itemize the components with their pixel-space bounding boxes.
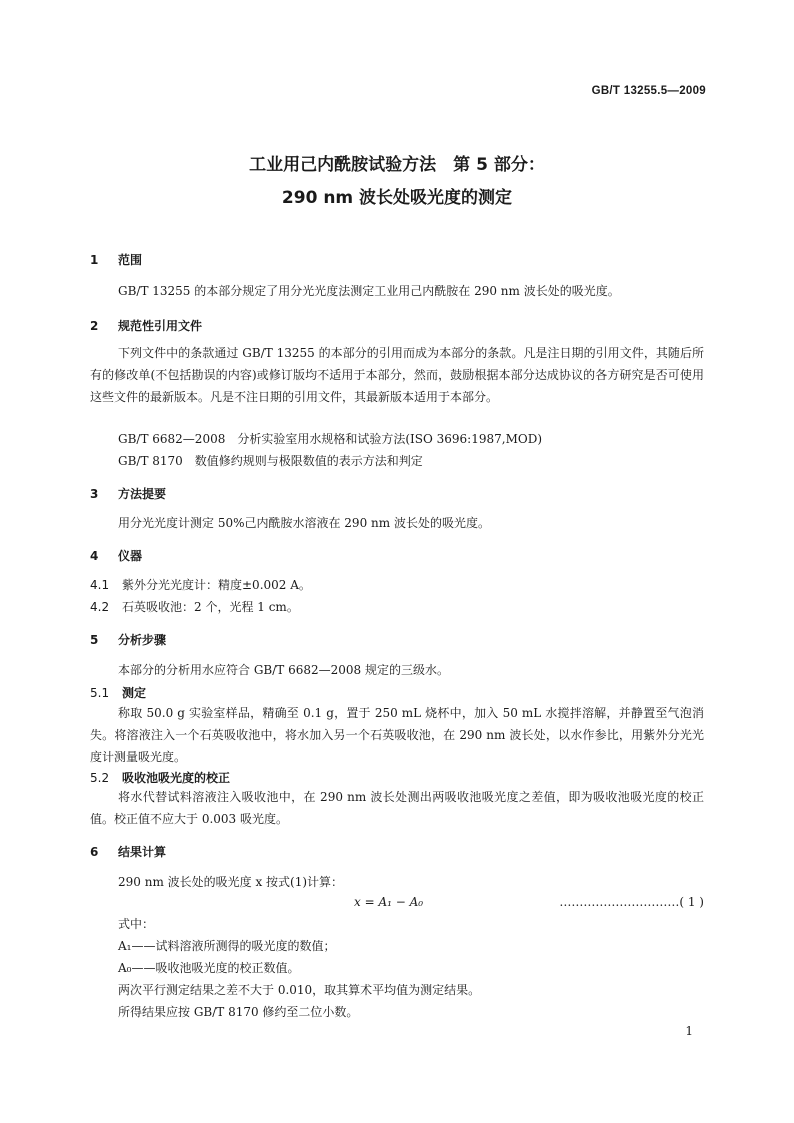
item-text: 紫外分光光度计：精度±0.002 A。: [122, 578, 311, 592]
subsection-title: 测定: [122, 686, 147, 700]
reference-gbt-6682: GB/T 6682—2008 分析实验室用水规格和试验方法(ISO 3696:1987,MOD): [118, 432, 543, 446]
section-6-heading: [90, 843, 166, 860]
subsection-number: 5.2: [90, 771, 110, 785]
section-4-heading: [90, 547, 142, 564]
section-3-heading: [90, 485, 166, 502]
item-number: 4.1: [90, 578, 110, 592]
document-title-line1: 工业用己内酰胺试验方法 第 5 部分：: [249, 155, 545, 175]
section-5-text: 本部分的分析用水应符合 GB/T 6682—2008 规定的三级水。: [118, 663, 449, 677]
item-4-2: [90, 598, 299, 615]
section-5-heading: [90, 631, 166, 648]
equation-number: [559, 895, 704, 909]
section-title: 方法提要: [118, 487, 167, 501]
where-label: 式中：: [118, 917, 155, 931]
section-1-text: GB/T 13255 的本部分规定了用分光光度法测定工业用己内酰胺在 290 nm 波长处的吸光度。: [118, 284, 620, 298]
section-3-text: 用分光光度计测定 50%己内酰胺水溶液在 290 nm 波长处的吸光度。: [118, 516, 490, 530]
equation-leader-dots: …………………………: [559, 895, 680, 909]
subsection-number: 5.1: [90, 686, 110, 700]
document-title-line2: 290 nm 波长处吸光度的测定: [281, 188, 513, 208]
equation-label: ( 1 ): [679, 895, 704, 909]
page-number: 1: [685, 1024, 693, 1038]
section-title: 规范性引用文件: [118, 319, 203, 333]
section-2-paragraph: 下列文件中的条款通过 GB/T 13255 的本部分的引用而成为本部分的条款。凡是注日期的引用文件，其随后所有的修改单(不包括勘误的内容)或修订版均不适用于本部分，然而，鼓励根据本部分达成协议的各方研究是否可使用这些文件的最新版本。凡是不注日期的引用文件，其最新版本适用于本部分。: [90, 346, 704, 404]
subsection-5-2-text: 将水代替试料溶液注入吸收池中，在 290 nm 波长处测出两吸收池吸光度之差值，即为吸收池吸光度的校正值。校正值不应大于 0.003 吸光度。: [90, 790, 704, 826]
subsection-title: 吸收池吸光度的校正: [122, 771, 231, 785]
standard-code: GB/T 13255.5—2009: [591, 85, 706, 97]
subsection-5-1-text: 称取 50.0 g 实验室样品，精确至 0.1 g，置于 250 mL 烧杯中，加入 50 mL 水搅拌溶解，并静置至气泡消失。将溶液注入一个石英吸收池中，将水加入另一个石英吸收池，在 290 nm 波长处，以水作参比，用紫外分光光度计测量吸光度。: [90, 706, 704, 764]
section-number: 4: [90, 549, 99, 563]
definition-a1: A₁——试料溶液所测得的吸光度的数值；: [118, 939, 336, 953]
section-1-heading: [90, 251, 142, 268]
subsection-5-1-heading: [90, 684, 146, 701]
item-text: 石英吸收池：2 个，光程 1 cm。: [122, 600, 299, 614]
reference-gbt-8170: GB/T 8170 数值修约规则与极限数值的表示方法和判定: [118, 454, 423, 468]
formula-1: x = A₁ − A₀: [354, 895, 424, 909]
item-number: 4.2: [90, 600, 110, 614]
section-title: 分析步骤: [118, 633, 167, 647]
section-number: 3: [90, 487, 99, 501]
item-4-1: [90, 576, 311, 593]
section-number: 5: [90, 633, 99, 647]
section-6-intro: 290 nm 波长处的吸光度 x 按式(1)计算：: [118, 875, 344, 889]
section-title: 仪器: [118, 549, 143, 563]
result-rule-1: 两次平行测定结果之差不大于 0.010，取其算术平均值为测定结果。: [118, 983, 481, 997]
section-title: 范围: [118, 253, 143, 267]
subsection-5-2-heading: [90, 769, 230, 786]
section-title: 结果计算: [118, 845, 167, 859]
section-number: 2: [90, 319, 99, 333]
section-number: 1: [90, 253, 99, 267]
section-number: 6: [90, 845, 99, 859]
section-2-heading: [90, 317, 202, 334]
definition-a0: A₀——吸收池吸光度的校正数值。: [118, 961, 300, 975]
result-rule-2: 所得结果应按 GB/T 8170 修约至二位小数。: [118, 1005, 359, 1019]
